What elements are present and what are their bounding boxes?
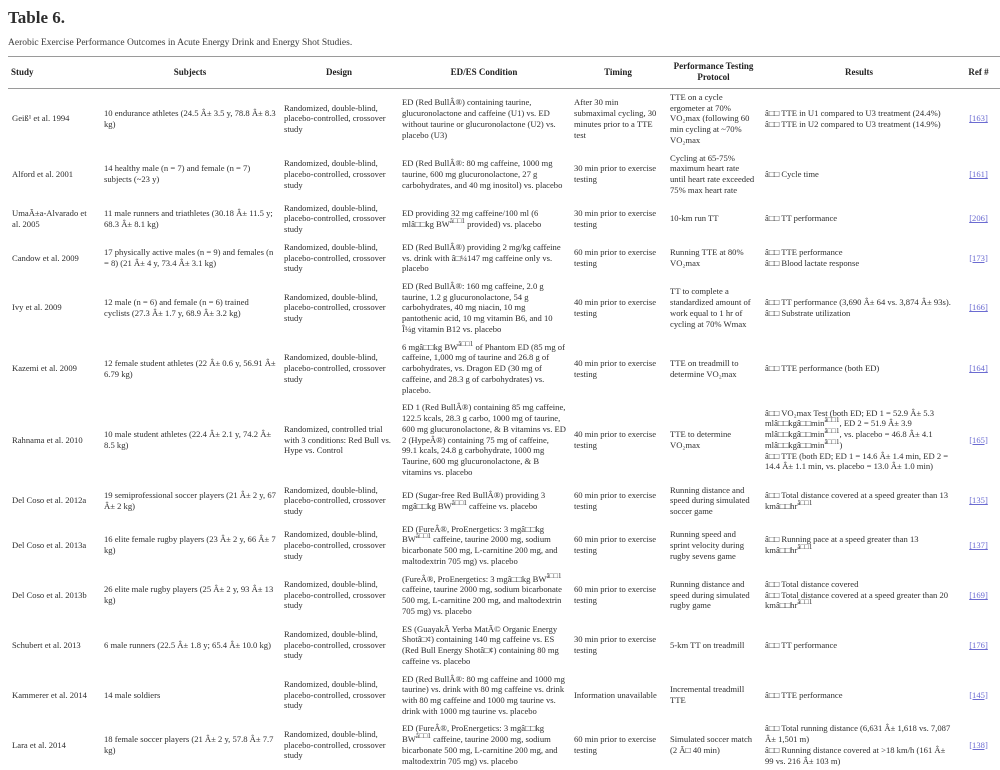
result-line: â□□ Substrate utilization	[765, 307, 851, 318]
cell-study: Candow et al. 2009	[12, 252, 79, 263]
cell-ref	[957, 238, 1000, 277]
cell-condition: (FureÂ®, ProEnergetics: 3 mgâ□□kg $BW^{â□□1}$ caffeine, taurine 2000 mg, sodium bicarbonate 500 mg, L-carnitine 200 mg, and maltodextrin 705 mg) vs. placebo	[402, 571, 562, 616]
cell-study: Kammerer et al. 2014	[12, 689, 87, 700]
cell-subjects: 12 male (n = 6) and female (n = 6) trained cyclists (27.3 Â± 1.7 y, 68.9 Â± 3.2 kg)	[104, 297, 249, 318]
cell-subjects: 14 male soldiers	[104, 689, 161, 700]
result-line: â□□ Cycle time	[765, 168, 819, 179]
header-results: Results	[761, 57, 957, 89]
result-line: â□□ TTE performance	[765, 247, 843, 258]
reference-link[interactable]: [164]	[969, 363, 988, 374]
cell-timing: 60 min prior to exercise testing	[574, 534, 657, 556]
result-line: â□□ Blood lactate response	[765, 257, 860, 268]
cell-protocol: Running speed and sprint velocity during rugby sevens game	[670, 529, 744, 561]
cell-subjects: 16 elite female rugby players (23 Â± 2 y, 66 Â± 7 kg)	[104, 534, 276, 556]
result-line: â□□ TTE in U2 compared to U3 treatment (14.9%)	[765, 118, 941, 129]
cell-subjects: 10 male student athletes (22.4 Â± 2.1 y, 74.2 Â± 8.5 kg)	[104, 429, 272, 450]
cell-subjects: 10 endurance athletes (24.5 Â± 3.5 y, 78.8 Â± 8.3 kg)	[104, 108, 276, 129]
cell-subjects: 11 male runners and triathletes (30.18 Â± 11.5 y; 68.3 Â± 8.1 kg)	[104, 207, 273, 229]
reference-link[interactable]: [173]	[969, 252, 988, 263]
cell-design: Randomized, double-blind, placebo-controlled, crossover study	[284, 678, 386, 711]
cell-protocol: TT to complete a standardized amount of work equal to 1 hr of cycling at 70% Wmax	[670, 286, 751, 329]
result-line: â□□ TT performance	[765, 213, 838, 224]
table-caption: Aerobic Exercise Performance Outcomes in Acute Energy Drink and Energy Shot Studies.	[8, 38, 353, 48]
cell-subjects: 17 physically active males (n = 9) and females (n = 8) (21 Â± 4 y, 73.4 Â± 3.1 kg)	[104, 247, 274, 268]
cell-condition: ED (Red BullÂ®) containing taurine, glucuronolactone and caffeine (U1) vs. ED without taurine or glucuronolactone (U2) vs. placebo (U3)	[402, 97, 556, 140]
header-ed-es-condition: ED/ES Condition	[398, 57, 570, 89]
cell-design: Randomized, double-blind, placebo-controlled, crossover study	[284, 579, 386, 611]
cell-condition: ED (FureÂ®, ProEnergetics: 3 mgâ□□kg $BW^{â□□1}$ caffeine, taurine 2000 mg, sodium bicarbonate 500 mg, L-carnitine 200 mg, and maltodextrin 705 mg) vs. placebo	[402, 523, 558, 566]
header-design: Design	[280, 57, 398, 89]
cell-study: Ivy et al. 2009	[12, 302, 62, 313]
cell-ref	[957, 149, 1000, 199]
table-row	[8, 338, 1000, 399]
result-line: â□□ VO₂max Test (both ED; ED 1 = 52.9 Â± 5.3 $mlâ□□kgâ□□\min^{â□□1}$, ED 2 = 51.9 Â± 3.9 $mlâ□□kgâ□□\min^{â□□1}$, vs. placebo = 46.8 Â± 4.1 $mlâ□□kgâ□□\min^{â□□1}$)	[765, 407, 935, 450]
cell-timing: 60 min prior to exercise testing	[574, 489, 657, 511]
cell-study: Kazemi et al. 2009	[12, 363, 77, 374]
cell-study: Rahnama et al. 2010	[12, 434, 83, 445]
cell-timing: 60 min prior to exercise testing	[574, 734, 657, 755]
cell-study: Schubert et al. 2013	[12, 639, 81, 650]
reference-link[interactable]: [137]	[969, 539, 988, 550]
table-row	[8, 88, 1000, 149]
cell-design: Randomized, double-blind, placebo-controlled, crossover study	[284, 158, 386, 190]
cell-results	[761, 199, 957, 238]
table-row	[8, 520, 1000, 570]
header-study: Study	[8, 57, 100, 89]
result-line: â□□ TTE (both ED; ED 1 = 14.6 Â± 1.4 min, ED 2 = 14.4 Â± 1.1 min, vs. placebo = 13.0 Â± 1.0 min)	[765, 450, 949, 472]
table-row	[8, 399, 1000, 481]
cell-timing: 60 min prior to exercise testing	[574, 584, 657, 606]
table-row	[8, 670, 1000, 720]
cell-subjects: 26 elite male rugby players (25 Â± 2 y, 93 Â± 13 kg)	[104, 584, 274, 606]
cell-protocol: TTE on a cycle ergometer at 70% VO₂max (following 60 min cycling at ~70% VO₂max	[670, 92, 750, 145]
cell-protocol: Running TTE at 80% VO₂max	[670, 247, 744, 268]
table-title: Table 6.	[8, 8, 66, 27]
cell-results	[761, 399, 957, 481]
cell-study: Lara et al. 2014	[12, 739, 66, 750]
cell-design: Randomized, double-blind, placebo-controlled, crossover study	[284, 628, 386, 661]
cell-results	[761, 570, 957, 620]
cell-design: Randomized, double-blind, placebo-controlled, crossover study	[284, 352, 386, 384]
result-line: â□□ TT performance (3,690 Â± 64 vs. 3,874 Â± 93s).	[765, 297, 951, 308]
cell-study: UmaÃ±a-Alvarado et al. 2005	[12, 207, 87, 229]
cell-protocol: Running distance and speed during simulated rugby game	[670, 579, 750, 611]
reference-link[interactable]: [176]	[969, 639, 988, 650]
cell-design: Randomized, double-blind, placebo-controlled, crossover study	[284, 291, 386, 324]
cell-protocol: 5-km TT on treadmill	[670, 639, 745, 650]
cell-protocol: Simulated soccer match (2 Ã□ 40 min)	[670, 734, 753, 755]
cell-timing: 30 min prior to exercise testing	[574, 207, 657, 229]
cell-condition: ED providing 32 mg caffeine/100 ml (6 mlâ□□kg $BW^{â□□1}$ provided) vs. placebo	[402, 207, 542, 229]
reference-link[interactable]: [163]	[969, 113, 988, 124]
cell-study: Del Coso et al. 2012a	[12, 495, 87, 506]
cell-results	[761, 720, 957, 770]
result-line: â□□ Running pace at a speed greater than 13 $kmâ□□hr^{â□□1}$	[765, 534, 919, 556]
cell-results	[761, 338, 957, 399]
studies-table	[8, 56, 1000, 770]
cell-results	[761, 149, 957, 199]
header-ref: Ref #	[957, 57, 1000, 89]
result-line: â□□ TT performance	[765, 639, 838, 650]
result-line: â□□ Total running distance (6,631 Â± 1,618 vs. 7,087 Â± 1,501 m)	[765, 723, 951, 745]
cell-ref	[957, 338, 1000, 399]
cell-design: Randomized, double-blind, placebo-controlled, crossover study	[284, 241, 386, 274]
cell-study: Alford et al. 2001	[12, 168, 74, 179]
table-row	[8, 570, 1000, 620]
cell-protocol: 10-km run TT	[670, 213, 719, 224]
cell-subjects: 19 semiprofessional soccer players (21 Â± 2 y, 67 Â± 2 kg)	[104, 489, 276, 511]
cell-study: Geiß¹ et al. 1994	[12, 113, 70, 124]
result-line: â□□ Total distance covered	[765, 579, 859, 589]
table-row	[8, 620, 1000, 670]
cell-design: Randomized, double-blind, placebo-controlled, crossover study	[284, 202, 386, 235]
reference-link[interactable]: [166]	[969, 302, 988, 313]
cell-design: Randomized, double-blind, placebo-controlled, crossover study	[284, 529, 386, 561]
reference-link[interactable]: [206]	[969, 213, 988, 224]
cell-condition: ES (GuayakÃ Yerba MatÃ© Organic Energy Shotâ□¢) containing 140 mg caffeine vs. ES (Red Bull Energy Shotâ□¢) containing 80 mg caffeine vs. placebo	[402, 623, 559, 666]
cell-timing: After 30 min submaximal cycling, 30 minutes prior to a TTE test	[574, 97, 657, 140]
cell-ref	[957, 399, 1000, 481]
result-line: â□□ TTE performance (both ED)	[765, 363, 880, 374]
reference-link[interactable]: [161]	[969, 168, 988, 179]
cell-timing: 40 min prior to exercise testing	[574, 297, 657, 318]
result-line: â□□ TTE in U1 compared to U3 treatment (24.4%)	[765, 108, 941, 119]
reference-link[interactable]: [165]	[969, 434, 988, 445]
table-row	[8, 278, 1000, 339]
cell-results	[761, 520, 957, 570]
cell-subjects: 6 male runners (22.5 Â± 1.8 y; 65.4 Â± 10.0 kg)	[104, 639, 271, 650]
cell-results	[761, 278, 957, 339]
header-performance-testing-protocol: Performance Testing Protocol	[666, 57, 761, 89]
header-timing: Timing	[570, 57, 666, 89]
table-row	[8, 199, 1000, 238]
result-line: â□□ Total distance covered at a speed greater than 20 $kmâ□□hr^{â□□1}$	[765, 589, 949, 611]
table-row	[8, 238, 1000, 277]
reference-link[interactable]: [135]	[969, 495, 988, 506]
cell-protocol: Cycling at 65-75% maximum heart rate until heart rate exceeded 75% max heart rate	[670, 152, 755, 195]
cell-ref	[957, 278, 1000, 339]
cell-condition: ED 1 (Red BullÂ®) containing 85 mg caffeine, 122.5 kcals, 28.3 g carbo, 1000 mg of taurine, 600 mg glucuronolactone, & B vitamins vs. ED 2 (HypeÂ®) containing 75 mg of caffeine, 99.1 kcals, 24.8 g carbohydrate, 1000 mg Taurine, 600 mg glucuronolactone, & B vitamins vs. placebo	[402, 402, 566, 477]
cell-condition: ED (Red BullÂ®: 160 mg caffeine, 2.0 g taurine, 1.2 g glucuronolactone, 54 g carbohydrates, 40 mg niacin, 10 mg pantothenic acid, 10 mg vitamin B6, and 10 Î¼g vitamin B12 vs. placebo	[402, 281, 553, 334]
table-row	[8, 149, 1000, 199]
cell-design: Randomized, controlled trial with 3 conditions: Red Bull vs. Hype vs. Control	[284, 423, 391, 456]
cell-ref	[957, 670, 1000, 720]
cell-results	[761, 238, 957, 277]
cell-results	[761, 88, 957, 149]
cell-ref	[957, 481, 1000, 520]
reference-link[interactable]: [138]	[969, 739, 988, 750]
cell-protocol: Incremental treadmill TTE	[670, 684, 745, 705]
cell-ref	[957, 88, 1000, 149]
cell-timing: 40 min prior to exercise testing	[574, 357, 657, 379]
cell-design: Randomized, double-blind, placebo-controlled, crossover study	[284, 102, 386, 135]
cell-condition: ED (FureÂ®, ProEnergetics: 3 mgâ□□kg $BW^{â□□1}$ caffeine, taurine 2000 mg, sodium bicarbonate 500 mg, L-carnitine 200 mg, and maltodextrin 705 mg) vs. placebo	[402, 723, 558, 766]
cell-ref	[957, 570, 1000, 620]
result-line: â□□ Total distance covered at a speed greater than 13 $kmâ□□hr^{â□□1}$	[765, 489, 949, 511]
cell-study: Del Coso et al. 2013b	[12, 589, 87, 600]
cell-condition: ED (Red BullÂ®: 80 mg caffeine and 1000 mg taurine) vs. drink with 80 mg caffeine vs. drink with 80 mg caffeine and 1000 mg taurine vs. drink with 1000 mg taurine vs. placebo	[402, 673, 565, 716]
result-line: â□□ Running distance covered at >18 km/h (161 Â± 99 vs. 216 Â± 103 m)	[765, 744, 946, 766]
cell-ref	[957, 199, 1000, 238]
reference-link[interactable]: [169]	[969, 589, 988, 600]
cell-timing: 30 min prior to exercise testing	[574, 634, 657, 656]
cell-condition: ED (Red BullÂ®: 80 mg caffeine, 1000 mg taurine, 600 mg glucuronolactone, 27 g carbohydrates, and 40 mg inositol) vs. placebo	[402, 158, 563, 190]
cell-design: Randomized, double-blind, placebo-controlled, crossover study	[284, 484, 386, 516]
cell-timing: Information unavailable	[574, 689, 657, 700]
cell-condition: ED (Sugar-free Red BullÂ®) providing 3 mgâ□□kg $BW^{â□□1}$ caffeine vs. placebo	[402, 489, 546, 511]
cell-timing: 60 min prior to exercise testing	[574, 247, 657, 268]
cell-timing: 40 min prior to exercise testing	[574, 429, 657, 450]
cell-study: Del Coso et al. 2013a	[12, 539, 87, 550]
cell-results	[761, 670, 957, 720]
cell-protocol: TTE to determine VO₂max	[670, 429, 732, 450]
cell-ref	[957, 620, 1000, 670]
table-row	[8, 481, 1000, 520]
cell-results	[761, 481, 957, 520]
cell-protocol: TTE on treadmill to determine VO₂max	[670, 357, 739, 379]
cell-protocol: Running distance and speed during simulated soccer game	[670, 484, 750, 516]
result-line: â□□ TTE performance	[765, 689, 843, 700]
cell-design: Randomized, double-blind, placebo-controlled, crossover study	[284, 728, 386, 761]
cell-subjects: 12 female student athletes (22 Â± 0.6 y, 56.91 Â± 6.79 kg)	[104, 357, 276, 379]
cell-subjects: 18 female soccer players (21 Â± 2 y, 57.8 Â± 7.7 kg)	[104, 734, 274, 755]
cell-subjects: 14 healthy male (n = 7) and female (n = 7) subjects (~23 y)	[104, 163, 251, 185]
table-row	[8, 720, 1000, 770]
table-header-row	[8, 57, 1000, 89]
cell-ref	[957, 520, 1000, 570]
cell-condition: 6 mgâ□□kg $BW^{â□□1}$ of Phantom ED (85 mg of caffeine, 1,000 mg of taurine and 26.8 g of carbohydrates, vs. Dragon ED (30 mg of caffeine, and 28.3 g of carbohydrates) vs. placebo.	[402, 339, 565, 395]
header-subjects: Subjects	[100, 57, 280, 89]
reference-link[interactable]: [145]	[969, 689, 988, 700]
cell-condition: ED (Red BullÂ®) providing 2 mg/kg caffeine vs. drink with â□¼147 mg caffeine only vs. placebo	[402, 241, 561, 274]
cell-ref	[957, 720, 1000, 770]
cell-results	[761, 620, 957, 670]
cell-timing: 30 min prior to exercise testing	[574, 163, 657, 185]
